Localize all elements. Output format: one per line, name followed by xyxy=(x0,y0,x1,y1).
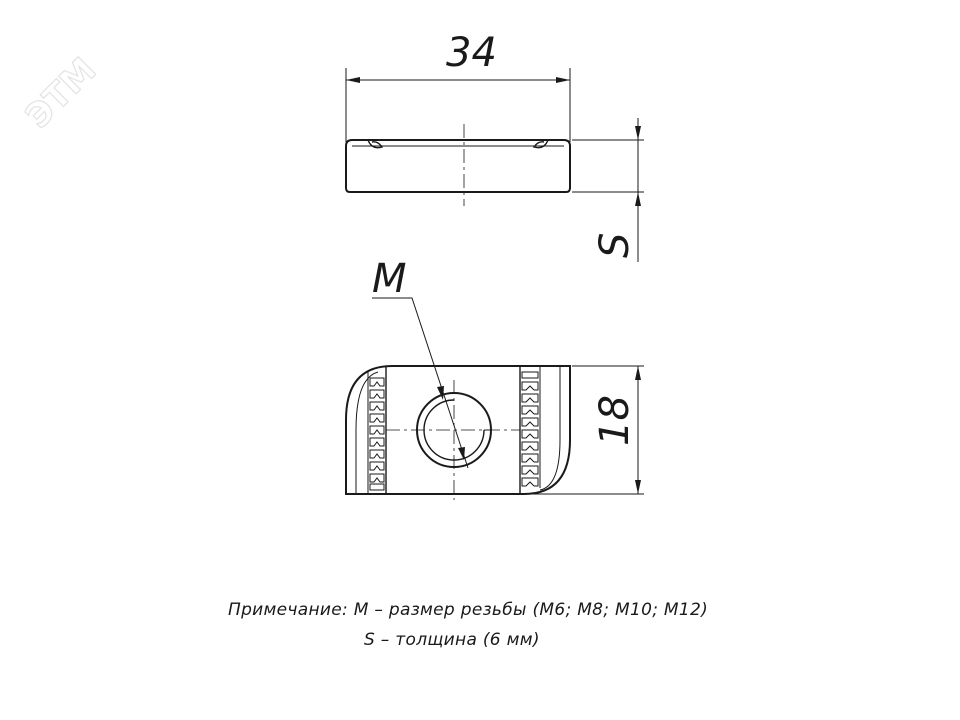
arrow-thickness-top xyxy=(635,126,641,140)
watermark-logo: ЭТМ xyxy=(18,50,105,137)
notch-left xyxy=(368,140,382,148)
dimension-label-thread: M xyxy=(372,256,407,302)
arrow-right xyxy=(556,77,570,83)
arrow-left xyxy=(346,77,360,83)
note-thread-size: Примечание: М – размер резьбы (М6; М8; М10; М12) xyxy=(228,600,709,620)
band-right-arc xyxy=(540,366,560,490)
arrow-height-top xyxy=(635,366,641,380)
arrow-height-bottom xyxy=(635,480,641,494)
arrow-thickness-bottom xyxy=(635,192,641,206)
notch-right xyxy=(534,140,548,148)
note-thickness: S – толщина (6 мм) xyxy=(364,630,540,650)
arrow-thread-bottom xyxy=(458,447,465,460)
teeth-right xyxy=(522,372,538,486)
teeth-left xyxy=(370,378,384,490)
arrow-thread-top xyxy=(437,386,444,400)
dimension-label-height: 18 xyxy=(592,395,638,446)
dimension-label-thickness: S xyxy=(592,232,638,258)
dimension-label-width: 34 xyxy=(446,30,497,76)
